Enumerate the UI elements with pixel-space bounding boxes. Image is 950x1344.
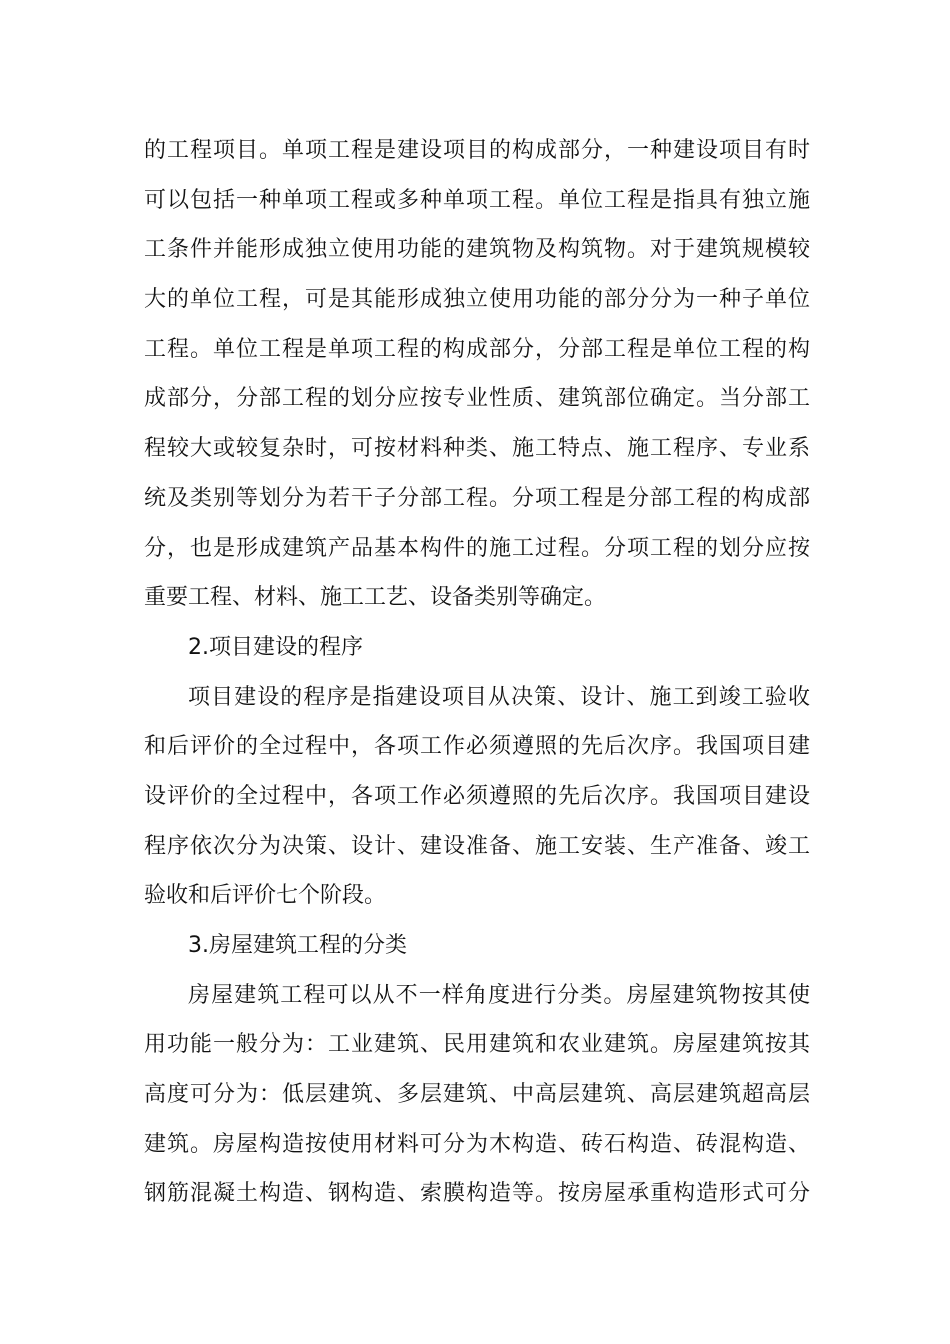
text-line: 可以包括一种单项工程或多种单项工程。单位工程是指具有独立施 [144, 187, 810, 213]
text-line: 程序依次分为决策、设计、建设准备、施工安装、生产准备、竣工 [144, 833, 810, 859]
section-heading: 2.项目建设的程序 [188, 634, 363, 660]
text-line: 统及类别等划分为若干子分部工程。分项工程是分部工程的构成部 [144, 485, 810, 511]
text-line: 分，也是形成建筑产品基本构件的施工过程。分项工程的划分应按 [144, 535, 810, 561]
text-line: 大的单位工程，可是其能形成独立使用功能的部分分为一种子单位 [144, 287, 810, 313]
text-line: 程较大或较复杂时，可按材料种类、施工特点、施工程序、专业系 [144, 436, 810, 462]
text-line: 建筑。房屋构造按使用材料可分为木构造、砖石构造、砖混构造、 [144, 1131, 810, 1157]
text-line: 房屋建筑工程可以从不一样角度进行分类。房屋建筑物按其使 [188, 982, 810, 1008]
text-line: 钢筋混凝土构造、钢构造、索膜构造等。按房屋承重构造形式可分 [144, 1181, 810, 1207]
document-body-text [144, 126, 810, 1219]
text-line: 验收和后评价七个阶段。 [144, 883, 387, 909]
text-line: 工条件并能形成独立使用功能的建筑物及构筑物。对于建筑规模较 [144, 237, 810, 263]
text-line: 和后评价的全过程中，各项工作必须遵照的先后次序。我国项目建 [144, 734, 810, 760]
text-line: 成部分，分部工程的划分应按专业性质、建筑部位确定。当分部工 [144, 386, 810, 412]
text-line: 用功能一般分为：工业建筑、民用建筑和农业建筑。房屋建筑按其 [144, 1032, 810, 1058]
text-line: 高度可分为：低层建筑、多层建筑、中高层建筑、高层建筑超高层 [144, 1082, 810, 1108]
text-line: 项目建设的程序是指建设项目从决策、设计、施工到竣工验收 [188, 684, 810, 710]
text-line: 设评价的全过程中，各项工作必须遵照的先后次序。我国项目建设 [144, 783, 810, 809]
text-line: 工程。单位工程是单项工程的构成部分，分部工程是单位工程的构 [144, 336, 810, 362]
text-line: 的工程项目。单项工程是建设项目的构成部分，一种建设项目有时 [144, 138, 810, 163]
text-line: 重要工程、材料、施工工艺、设备类别等确定。 [144, 585, 607, 611]
section-heading: 3.房屋建筑工程的分类 [188, 933, 407, 958]
